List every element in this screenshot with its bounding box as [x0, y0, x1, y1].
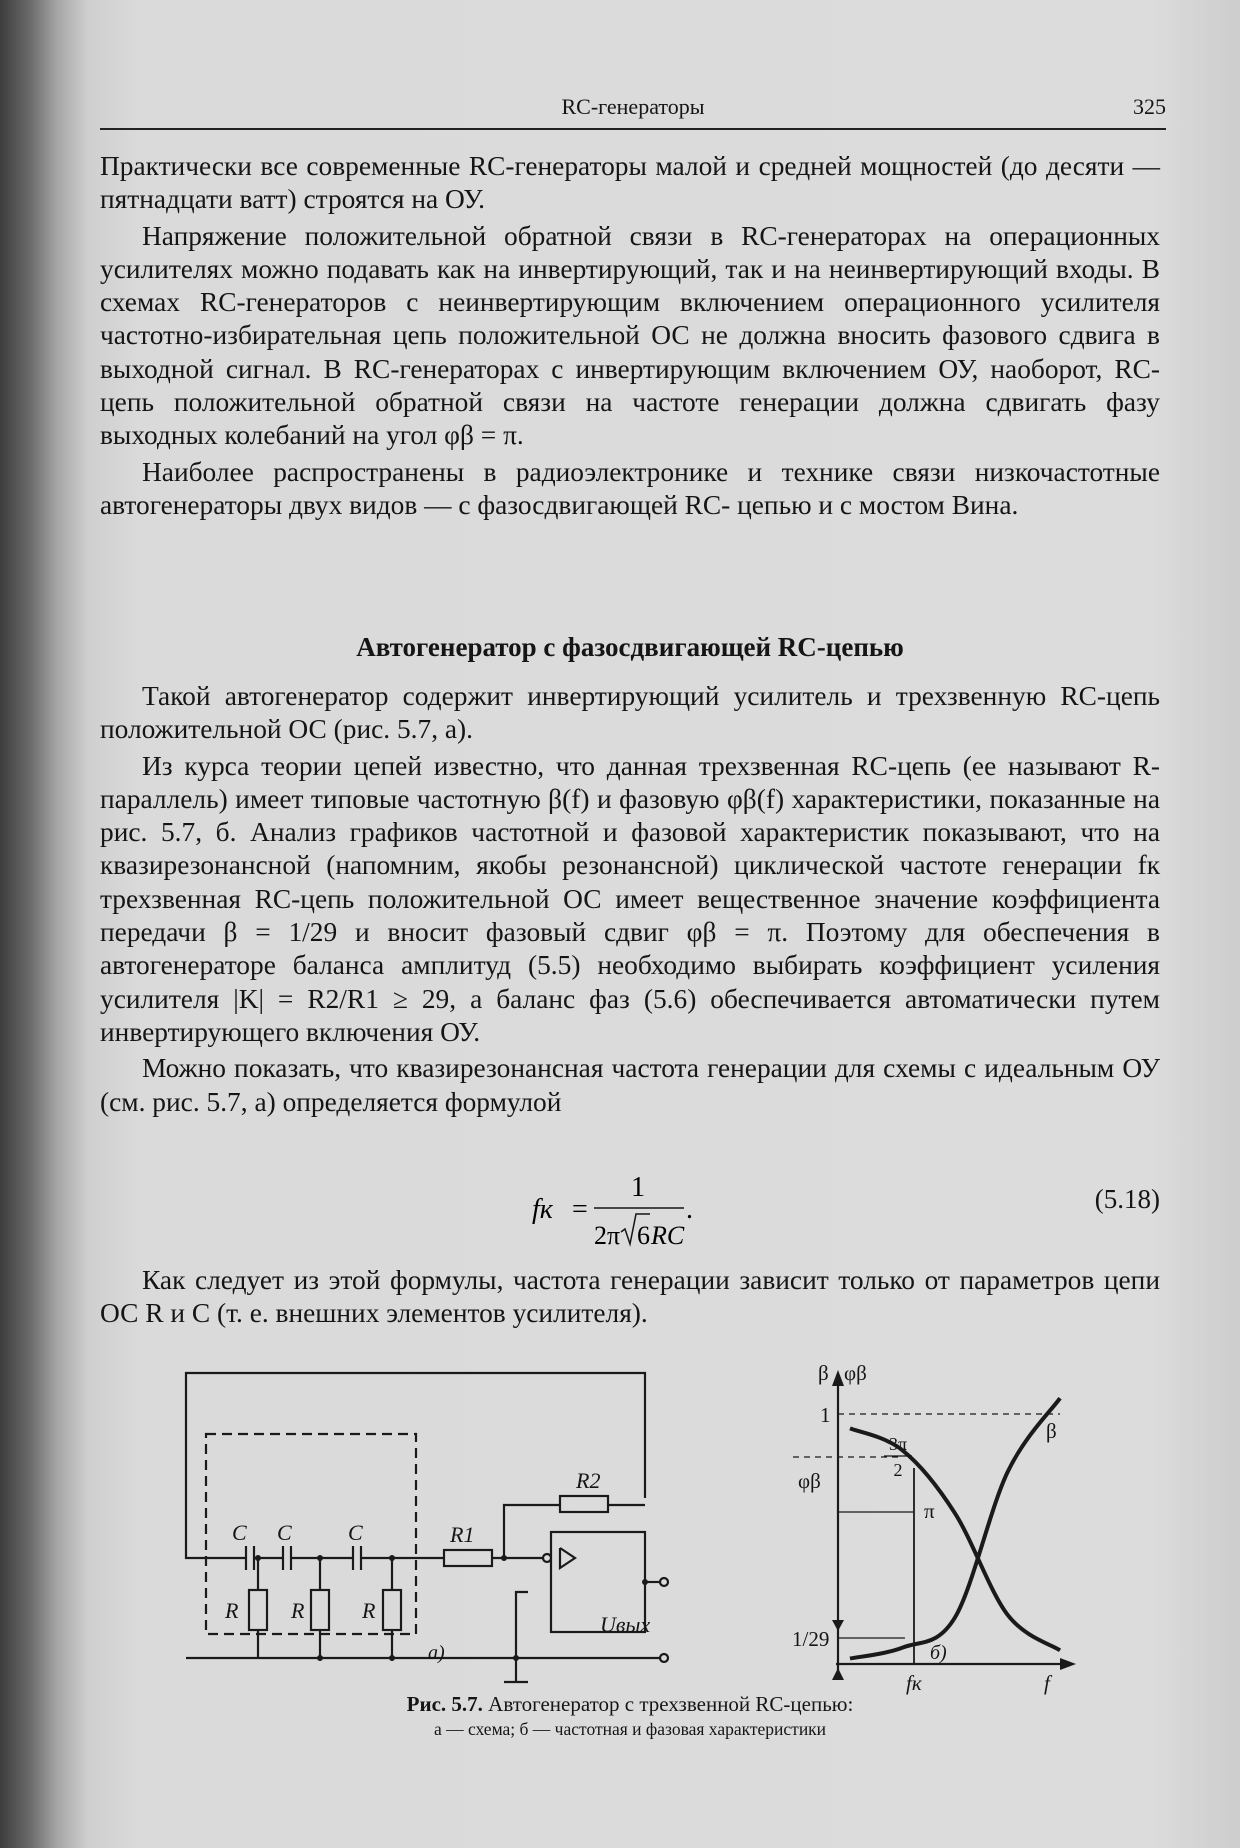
y-label-beta: β: [818, 1361, 829, 1385]
running-title: RC-генераторы: [561, 94, 705, 119]
formula-radicand: 6: [637, 1221, 650, 1250]
label-r-in: R1: [450, 1522, 475, 1547]
main-text: [100, 680, 1160, 1119]
input-resistor-r1: [444, 1550, 492, 1566]
shunt-resistor-3: [383, 1590, 401, 1630]
label-c2: C: [277, 1520, 292, 1545]
junction-8: [513, 1655, 519, 1661]
subfigure-label-b: б): [930, 1642, 947, 1664]
label-r-fb: R2: [576, 1468, 601, 1493]
curve-label-beta: β: [1046, 1419, 1057, 1443]
x-axis-arrow: [1060, 1658, 1076, 1670]
label-u-out: Uвых: [600, 1612, 651, 1637]
caption-prefix: Рис. 5.7.: [406, 1692, 483, 1716]
formula-number: (5.18): [1094, 1184, 1160, 1214]
formula-numerator: 1: [631, 1172, 645, 1203]
y-label-phi: φβ: [844, 1361, 867, 1385]
page-header: [100, 92, 1166, 130]
section-heading: Автогенератор с фазосдвигающей RC-цепью: [356, 632, 904, 662]
junction-5: [642, 1579, 648, 1585]
circuit-diagram: [186, 1373, 668, 1682]
level-1-29-arrow-up: [832, 1668, 844, 1680]
opamp-triangle: [560, 1548, 575, 1568]
junction-4: [501, 1555, 507, 1561]
x-label-f: f: [1044, 1671, 1050, 1695]
inverting-input-marker: [543, 1554, 551, 1562]
junction-1: [255, 1555, 261, 1561]
figure-caption: [100, 1692, 1160, 1740]
junction-3: [389, 1555, 395, 1561]
shunt-resistor-2: [311, 1590, 329, 1630]
feedback-resistor-r2: [560, 1496, 608, 1512]
formula-5-18: [100, 1162, 1160, 1254]
paragraph-3: Наиболее распространены в радиоэлектронике и технике связи низкочастотные автогенераторы двух видов — с фазосдвигающей RC- цепью и с мостом Вина.: [100, 456, 1160, 520]
paragraph-5: Из курса теории цепей известно, что данная трехзвенная RC-цепь (ее называют R-параллель) имеет типовые частотную β(f) и фазовую φβ(f) характеристики, показанные на рис. 5.7, б. Анализ графиков частотной и фазовой характеристик показывают, что на квазирезонансной (напомним, якобы резонансной) циклической частоте генерации fк трехзвенная RC-цепь положительной ОС имеет вещественное значение коэффициента передачи β = 1/29 и вносит фазовый сдвиг φβ = π. Поэтому для обеспечения в автогенераторе баланса амплитуд (5.5) необходимо выбирать коэффициент усиления усилителя |K| = R2/R1 ≥ 29, а баланс фаз (5.6) обеспечивается автоматически путем инвертирующего включения ОУ.: [100, 750, 1160, 1047]
formula-denominator-prefix: 2π: [594, 1221, 621, 1250]
shunt-resistor-1: [249, 1590, 267, 1630]
figure-5-7: [0, 1350, 1240, 1695]
paragraph-6: Можно показать, что квазирезонансная частота генерации для схемы с идеальным ОУ (см. рис. 5.7, а) определяется формулой: [100, 1053, 1160, 1117]
output-terminal: [660, 1578, 668, 1586]
tick-three-pi: 3π: [888, 1434, 908, 1454]
x-label-fk: fк: [906, 1671, 922, 1695]
junction-7: [389, 1655, 395, 1661]
formula-denominator-suffix: RC: [651, 1221, 685, 1250]
paragraph-2: Напряжение положительной обратной связи в RC-генераторах на операционных усилителях можно подавать как на инвертирующий, так и на неинвертирующий входы. В схемах RC-генераторов с неинвертирующим включением операционного усилителя частотно-избирательная цепь положительной ОС не должна вносить фазового сдвига в выходной сигнал. В RC-генераторах с инвертирующим включением ОУ, наоборот, RC-цепь положительной обратной связи на частоте генерации должна сдвигать фазу выходных колебаний на угол φβ = π.: [100, 220, 1160, 451]
label-r3-shunt: R: [362, 1598, 376, 1623]
paragraph-7: Как следует из этой формулы, частота генерации зависит только от параметров цепи ОС R и C (т. е. внешних элементов усилителя).: [100, 1265, 1160, 1329]
label-r1-shunt: R: [225, 1598, 239, 1623]
noninverting-input-wire: [516, 1592, 528, 1658]
ground-terminal: [660, 1654, 668, 1662]
caption-subtitle: а — схема; б — частотная и фазовая характеристики: [433, 1719, 827, 1739]
formula-period: .: [686, 1194, 693, 1225]
y-axis-arrow: [832, 1370, 844, 1386]
formula-graphic: [100, 1162, 1160, 1254]
label-c1: C: [232, 1520, 247, 1545]
junction-6: [317, 1655, 323, 1661]
level-1-29-arrow-down: [832, 1620, 844, 1631]
paragraph-4: Такой автогенератор содержит инвертирующий усилитель и трехзвенную RC-цепь положительной ОС (рис. 5.7, а).: [100, 681, 1160, 745]
closing-text: [100, 1264, 1160, 1331]
tick-1-29: 1/29: [792, 1627, 830, 1651]
figure-graphic: [0, 1350, 1240, 1695]
label-r2-shunt: R: [291, 1598, 305, 1623]
page-number: 325: [1133, 94, 1166, 119]
intro-text: [100, 150, 1160, 522]
subfigure-label-a: а): [428, 1642, 445, 1664]
formula-equals: =: [572, 1194, 588, 1225]
tick-one: 1: [820, 1403, 831, 1427]
formula-lhs: fк: [532, 1194, 553, 1225]
curve-label-phi: φβ: [798, 1469, 821, 1493]
label-c3: C: [348, 1520, 363, 1545]
junction-2: [317, 1555, 323, 1561]
paragraph-1: Практически все современные RC-генераторы малой и средней мощностей (до десяти — пятнадцати ватт) строятся на ОУ.: [100, 151, 1160, 215]
tick-pi: π: [924, 1499, 935, 1523]
caption-title: Автогенератор с трехзвенной RC-цепью:: [488, 1692, 854, 1716]
tick-over-two: 2: [893, 1460, 903, 1480]
